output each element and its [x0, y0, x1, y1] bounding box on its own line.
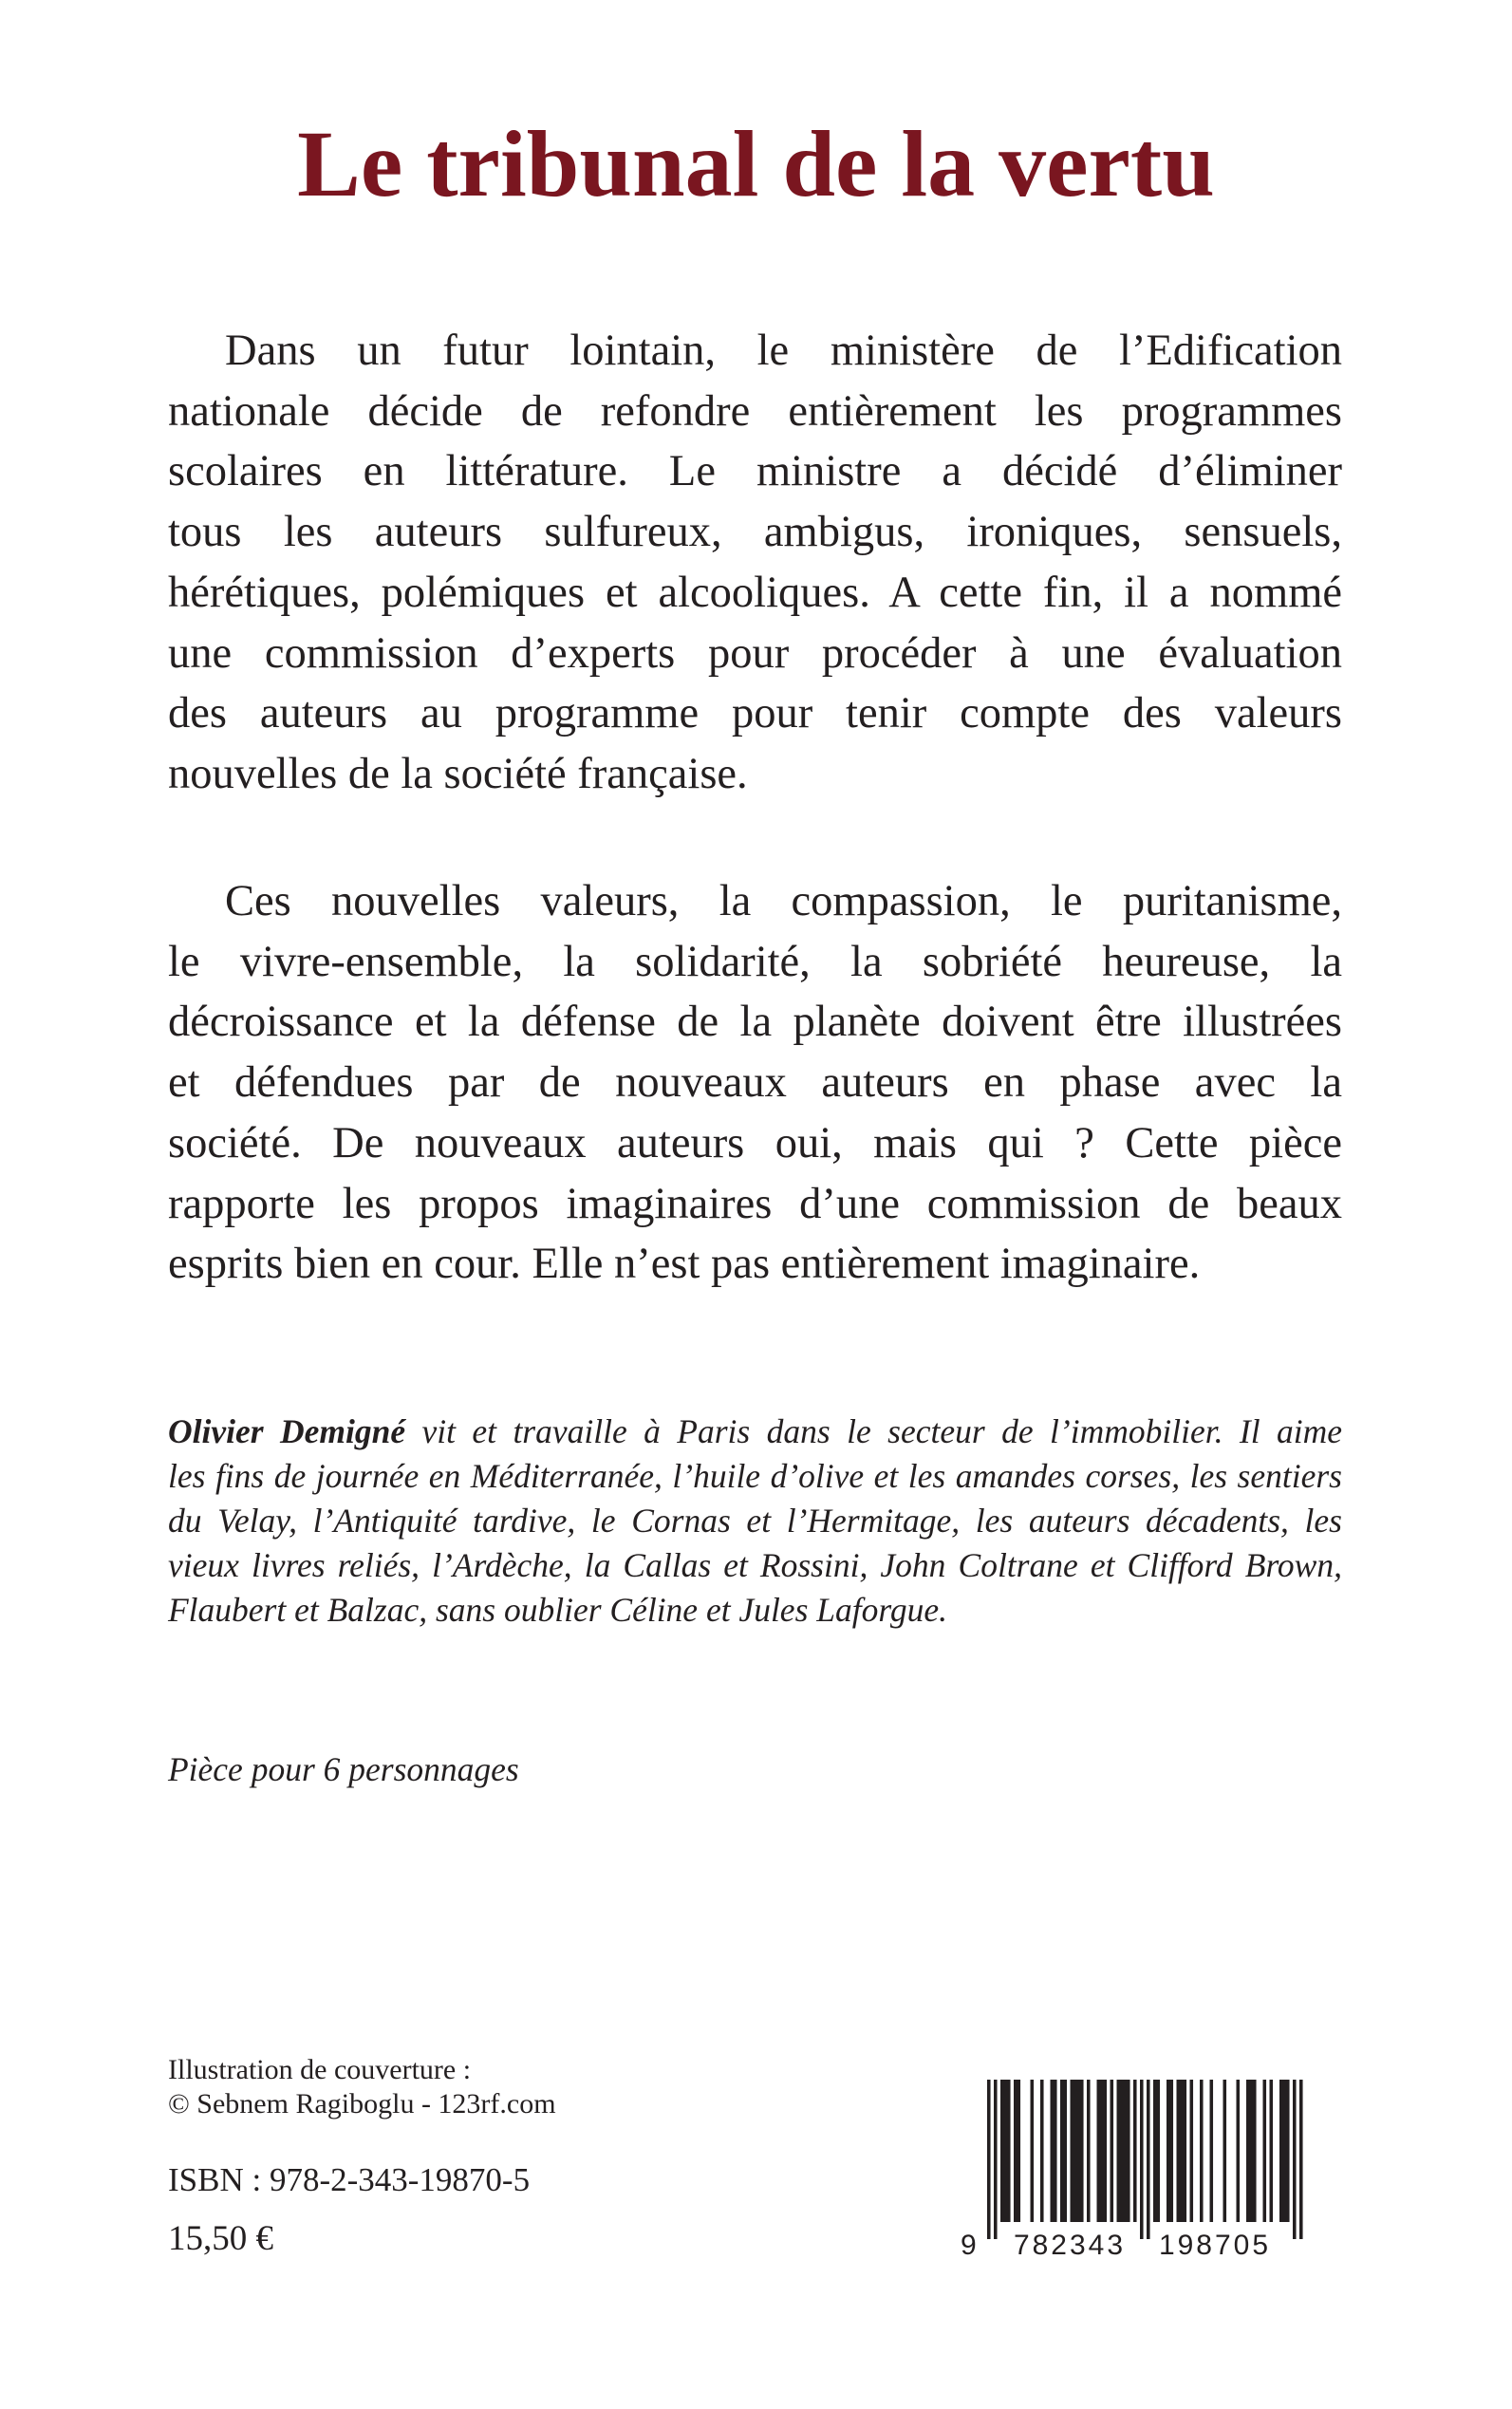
- barcode-bar: [1104, 2080, 1108, 2222]
- barcode-bar: [1004, 2080, 1008, 2222]
- barcode-bar: [1246, 2080, 1250, 2222]
- barcode-bar: [1100, 2080, 1104, 2222]
- barcode-bar: [1000, 2080, 1004, 2222]
- barcode-bar: [1286, 2080, 1290, 2222]
- barcode-bar: [1270, 2080, 1274, 2222]
- barcode-bar: [1080, 2080, 1084, 2222]
- barcode-bar: [1210, 2080, 1214, 2222]
- barcode-bar: [1017, 2080, 1021, 2222]
- author-name: Olivier Demigné: [168, 1412, 406, 1450]
- barcode-bar: [1073, 2080, 1077, 2222]
- price: 15,50 €: [168, 2219, 273, 2258]
- barcode-bar: [1133, 2080, 1137, 2222]
- text-line: des auteurs au programme pour tenir compte des valeurs: [168, 689, 1342, 738]
- barcode-bar: [1283, 2080, 1287, 2222]
- text-line: scolaires en littérature. Le ministre a décidé d’éliminer: [168, 447, 1342, 496]
- barcode-bar: [1087, 2080, 1091, 2222]
- barcode-bar: [1253, 2080, 1257, 2222]
- barcode-digit-first: 9: [961, 2230, 977, 2258]
- barcode-bar: [1184, 2080, 1187, 2222]
- barcode-graphic: [959, 2078, 1319, 2258]
- book-title: Le tribunal de la vertu: [297, 111, 1215, 216]
- bio-line: vieux livres reliés, l’Ardèche, la Callas et Rossini, John Coltrane et Clifford Brown,: [168, 1546, 1342, 1584]
- bio-line: [168, 1410, 1342, 1454]
- barcode-bar: [987, 2080, 991, 2239]
- barcode-bar: [1153, 2080, 1157, 2222]
- barcode-bar: [1190, 2080, 1194, 2222]
- text-line: nationale décide de refondre entièrement les programmes: [168, 386, 1342, 436]
- text-line: tous les auteurs sulfureux, ambigus, ironiques, sensuels,: [168, 508, 1342, 557]
- bio-line: Flaubert et Balzac, sans oublier Céline et Jules Laforgue.: [168, 1591, 947, 1629]
- barcode: [959, 2078, 1319, 2258]
- barcode-bar: [1157, 2080, 1161, 2222]
- barcode-bar: [1167, 2080, 1170, 2222]
- synopsis-paragraph-1: [168, 321, 1342, 805]
- barcode-digits-right: 198705: [1158, 2230, 1272, 2258]
- text-line: société. De nouveaux auteurs oui, mais qui ? Cette pièce: [168, 1118, 1342, 1167]
- barcode-bar: [1007, 2080, 1011, 2222]
- synopsis-paragraph-2: [168, 871, 1342, 1295]
- text-line: esprits bien en cour. Elle n’est pas entièrement imaginaire.: [168, 1240, 1201, 1289]
- text-line: et défendues par de nouveaux auteurs en phase avec la: [168, 1058, 1342, 1108]
- barcode-bar: [1127, 2080, 1130, 2222]
- barcode-bar: [1279, 2080, 1283, 2222]
- barcode-bar: [1170, 2080, 1174, 2222]
- barcode-bar: [1097, 2080, 1101, 2222]
- barcode-bar: [1111, 2080, 1114, 2222]
- barcode-bar: [1180, 2080, 1184, 2222]
- credits-owner: © Sebnem Ragiboglu - 123rf.com: [168, 2088, 556, 2120]
- text-line: rapporte les propos imaginaires d’une commission de beaux: [168, 1179, 1342, 1228]
- text-line: nouvelles de la société française.: [168, 749, 748, 798]
- barcode-bar: [1040, 2080, 1044, 2222]
- text-line: hérétiques, polémiques et alcooliques. A cette fin, il a nommé: [168, 568, 1342, 617]
- text-line: le vivre-ensemble, la solidarité, la sobriété heureuse, la: [168, 937, 1342, 986]
- barcode-bar: [1031, 2080, 1035, 2222]
- bio-line: les fins de journée en Méditerranée, l’huile d’olive et les amandes corses, les sentiers: [168, 1457, 1342, 1495]
- barcode-bar: [1124, 2080, 1128, 2222]
- barcode-bar: [1140, 2080, 1144, 2239]
- barcode-bar: [1263, 2080, 1267, 2222]
- text-line: une commission d’experts pour procéder à une évaluation: [168, 628, 1342, 678]
- barcode-bar: [1200, 2080, 1204, 2222]
- barcode-bar: [1147, 2080, 1150, 2239]
- credits-label: Illustration de couverture :: [168, 2054, 472, 2085]
- barcode-bar: [1250, 2080, 1254, 2222]
- illustration-credits: [168, 2053, 556, 2121]
- text-line: Dans un futur lointain, le ministère de l’Edification: [225, 327, 1342, 375]
- barcode-bar: [1117, 2080, 1121, 2222]
- barcode-bar: [1077, 2080, 1081, 2222]
- isbn: ISBN : 978-2-343-19870-5: [168, 2161, 531, 2198]
- barcode-bar: [1014, 2080, 1017, 2222]
- bio-line: du Velay, l’Antiquité tardive, le Cornas et l’Hermitage, les auteurs décadents, les: [168, 1502, 1342, 1540]
- barcode-bar: [1177, 2080, 1181, 2222]
- barcode-bar: [1293, 2080, 1297, 2239]
- barcode-digits-left: 782343: [1013, 2230, 1127, 2258]
- barcode-bar: [1054, 2080, 1057, 2222]
- barcode-bar: [1071, 2080, 1074, 2222]
- cast-note: Pièce pour 6 personnages: [168, 1750, 519, 1788]
- barcode-bar: [1237, 2080, 1241, 2222]
- barcode-bar: [1051, 2080, 1055, 2222]
- barcode-bar: [1223, 2080, 1227, 2222]
- text-line: Ces nouvelles valeurs, la compassion, le puritanisme,: [225, 877, 1342, 925]
- barcode-bar: [1299, 2080, 1303, 2239]
- barcode-bar: [1120, 2080, 1124, 2222]
- barcode-bar: [1060, 2080, 1064, 2222]
- author-bio: [168, 1410, 1342, 1633]
- text-line: décroissance et la défense de la planète doivent être illustrées: [168, 998, 1342, 1047]
- barcode-bar: [1064, 2080, 1068, 2222]
- barcode-bar: [994, 2080, 998, 2239]
- bio-text: vit et travaille à Paris dans le secteur de l’immobilier. Il aime: [405, 1412, 1342, 1450]
